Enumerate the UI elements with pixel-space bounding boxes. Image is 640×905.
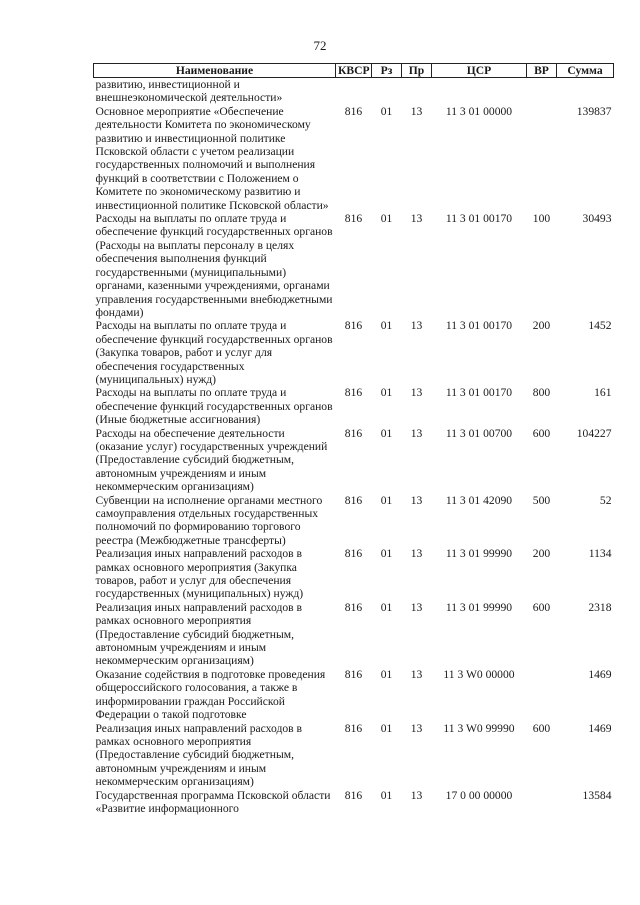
cell-vr [527,789,557,816]
cell-csr [432,78,527,105]
cell-vr [527,668,557,722]
cell-rz: 01 [380,319,393,333]
column-header-vr: ВР [527,64,557,78]
table-row [94,319,614,386]
cell-csr: 11 3 01 00000 [445,104,513,118]
cell-vr [527,78,557,105]
column-header-pr: Пр [402,64,432,78]
cell-pr: 13 [410,386,423,400]
table-body [94,78,614,816]
cell-name: Реализация иных направлений расходов в рамках основного мероприятия (Предоставление субсидий бюджетным, автономным учреждениям и иным некоммерческим организациям) [95,600,302,668]
cell-name: Реализация иных направлений расходов в рамках основного мероприятия (Предоставление субсидий бюджетным, автономным учреждениям и иным некоммерческим организациям) [95,721,302,789]
cell-vr: 500 [532,493,551,507]
cell-kvsr: 816 [344,600,363,614]
cell-pr: 13 [410,493,423,507]
cell-kvsr: 816 [344,386,363,400]
cell-rz: 01 [380,386,393,400]
cell-kvsr: 816 [344,104,363,118]
cell-name: Оказание содействия в подготовке проведения общероссийского голосования, а также в информировании граждан Российской Федерации о такой подготовке [95,667,326,722]
cell-pr [402,78,432,105]
cell-kvsr: 816 [344,493,363,507]
cell-vr: 600 [532,426,551,440]
cell-kvsr: 816 [344,426,363,440]
cell-name: Субвенции на исполнение органами местного самоуправления отдельных государственных полномочий по формированию торгового реестра (Межбюджетные трансферты) [95,493,323,547]
table-row [94,427,614,494]
table-row [94,789,614,816]
cell-rz: 01 [380,667,393,681]
cell-sum: 104227 [576,426,612,440]
table-row [94,212,614,319]
cell-pr: 13 [410,788,423,802]
cell-kvsr: 816 [344,667,363,681]
cell-vr: 100 [532,212,551,226]
cell-vr: 200 [532,319,551,333]
cell-kvsr: 816 [344,788,363,802]
cell-csr: 11 3 W0 00000 [443,667,515,681]
cell-vr: 200 [532,547,551,561]
cell-name: Основное мероприятие «Обеспечение деятельности Комитета по экономическому развитию и инвестиционной политике Псковской области с учетом реализации государственных полномочий и выполнения функций в соответствии с Положением о Комитете по экономическому развитию и инвестиционной политике Псковской области» [95,104,329,212]
cell-rz: 01 [380,721,393,735]
table-row [94,494,614,548]
cell-rz: 01 [380,788,393,802]
cell-kvsr: 816 [344,212,363,226]
cell-csr: 11 3 01 00700 [445,426,513,440]
table-row [94,78,614,105]
cell-sum: 161 [594,386,612,400]
cell-csr: 11 3 01 00170 [445,319,513,333]
cell-pr: 13 [410,600,423,614]
cell-csr: 11 3 01 42090 [445,493,513,507]
cell-vr: 600 [532,600,551,614]
cell-pr: 13 [410,721,423,735]
table-row [94,547,614,601]
column-header-csr: ЦСР [432,64,527,78]
cell-rz: 01 [380,600,393,614]
cell-pr: 13 [410,319,423,333]
cell-vr [527,105,557,212]
cell-pr: 13 [410,547,423,561]
cell-rz: 01 [380,104,393,118]
cell-name: развитию, инвестиционной и внешнеэкономической деятельности» [95,78,283,105]
cell-name: Расходы на выплаты по оплате труда и обеспечение функций государственных органов (Закупка товаров, работ и услуг для обеспечения государственных (муниципальных) нужд) [95,319,333,386]
cell-sum [557,78,614,105]
column-header-kvsr: КВСР [336,64,372,78]
cell-rz: 01 [380,212,393,226]
cell-sum: 1469 [588,667,612,681]
cell-sum: 30493 [582,212,612,226]
cell-sum: 1469 [588,721,612,735]
column-header-rz: Рз [372,64,402,78]
cell-kvsr: 816 [344,319,363,333]
table-row [94,722,614,789]
table-row [94,601,614,668]
table-row [94,386,614,426]
cell-sum: 139837 [576,104,612,118]
cell-pr: 13 [410,104,423,118]
cell-kvsr: 816 [344,547,363,561]
cell-vr: 600 [532,721,551,735]
table-row [94,105,614,212]
cell-csr: 17 0 00 00000 [445,788,513,802]
cell-sum: 52 [599,493,612,507]
cell-name: Расходы на выплаты по оплате труда и обеспечение функций государственных органов (Иные бюджетные ассигнования) [95,386,333,427]
cell-csr: 11 3 W0 99990 [443,721,515,735]
cell-csr: 11 3 01 99990 [445,600,513,614]
cell-rz: 01 [380,426,393,440]
cell-pr: 13 [410,667,423,681]
column-header-sum: Сумма [557,64,614,78]
column-header-name: Наименование [94,64,336,78]
cell-kvsr: 816 [344,721,363,735]
cell-csr: 11 3 01 99990 [445,547,513,561]
page-number: 72 [313,38,327,53]
cell-sum: 1452 [588,319,612,333]
cell-rz: 01 [380,547,393,561]
cell-name: Расходы на выплаты по оплате труда и обеспечение функций государственных органов (Расходы на выплаты персоналу в целях обеспечения выполнения функций государственными (муниципальными) органами, казенными учреждениями, органами управления государственными внебюджетными фондами) [95,212,333,319]
budget-table [93,63,614,815]
cell-name: Реализация иных направлений расходов в рамках основного мероприятия (Закупка товаров, работ и услуг для обеспечения государственных (муниципальных) нужд) [95,547,304,601]
cell-sum: 2318 [588,600,612,614]
cell-rz [372,78,402,105]
cell-kvsr [336,78,372,105]
table-header-row [94,64,614,78]
cell-csr: 11 3 01 00170 [445,212,513,226]
cell-name: Государственная программа Псковской области «Развитие информационного [95,788,331,815]
cell-csr: 11 3 01 00170 [445,386,513,400]
cell-pr: 13 [410,426,423,440]
cell-pr: 13 [410,212,423,226]
cell-rz: 01 [380,493,393,507]
cell-sum: 13584 [582,788,612,802]
cell-name: Расходы на обеспечение деятельности (оказание услуг) государственных учреждений (Предоставление субсидий бюджетным, автономным учреждениям и иным некоммерческим организациям) [95,426,328,494]
cell-vr: 800 [532,386,551,400]
table-row [94,668,614,722]
cell-sum: 1134 [588,547,612,561]
